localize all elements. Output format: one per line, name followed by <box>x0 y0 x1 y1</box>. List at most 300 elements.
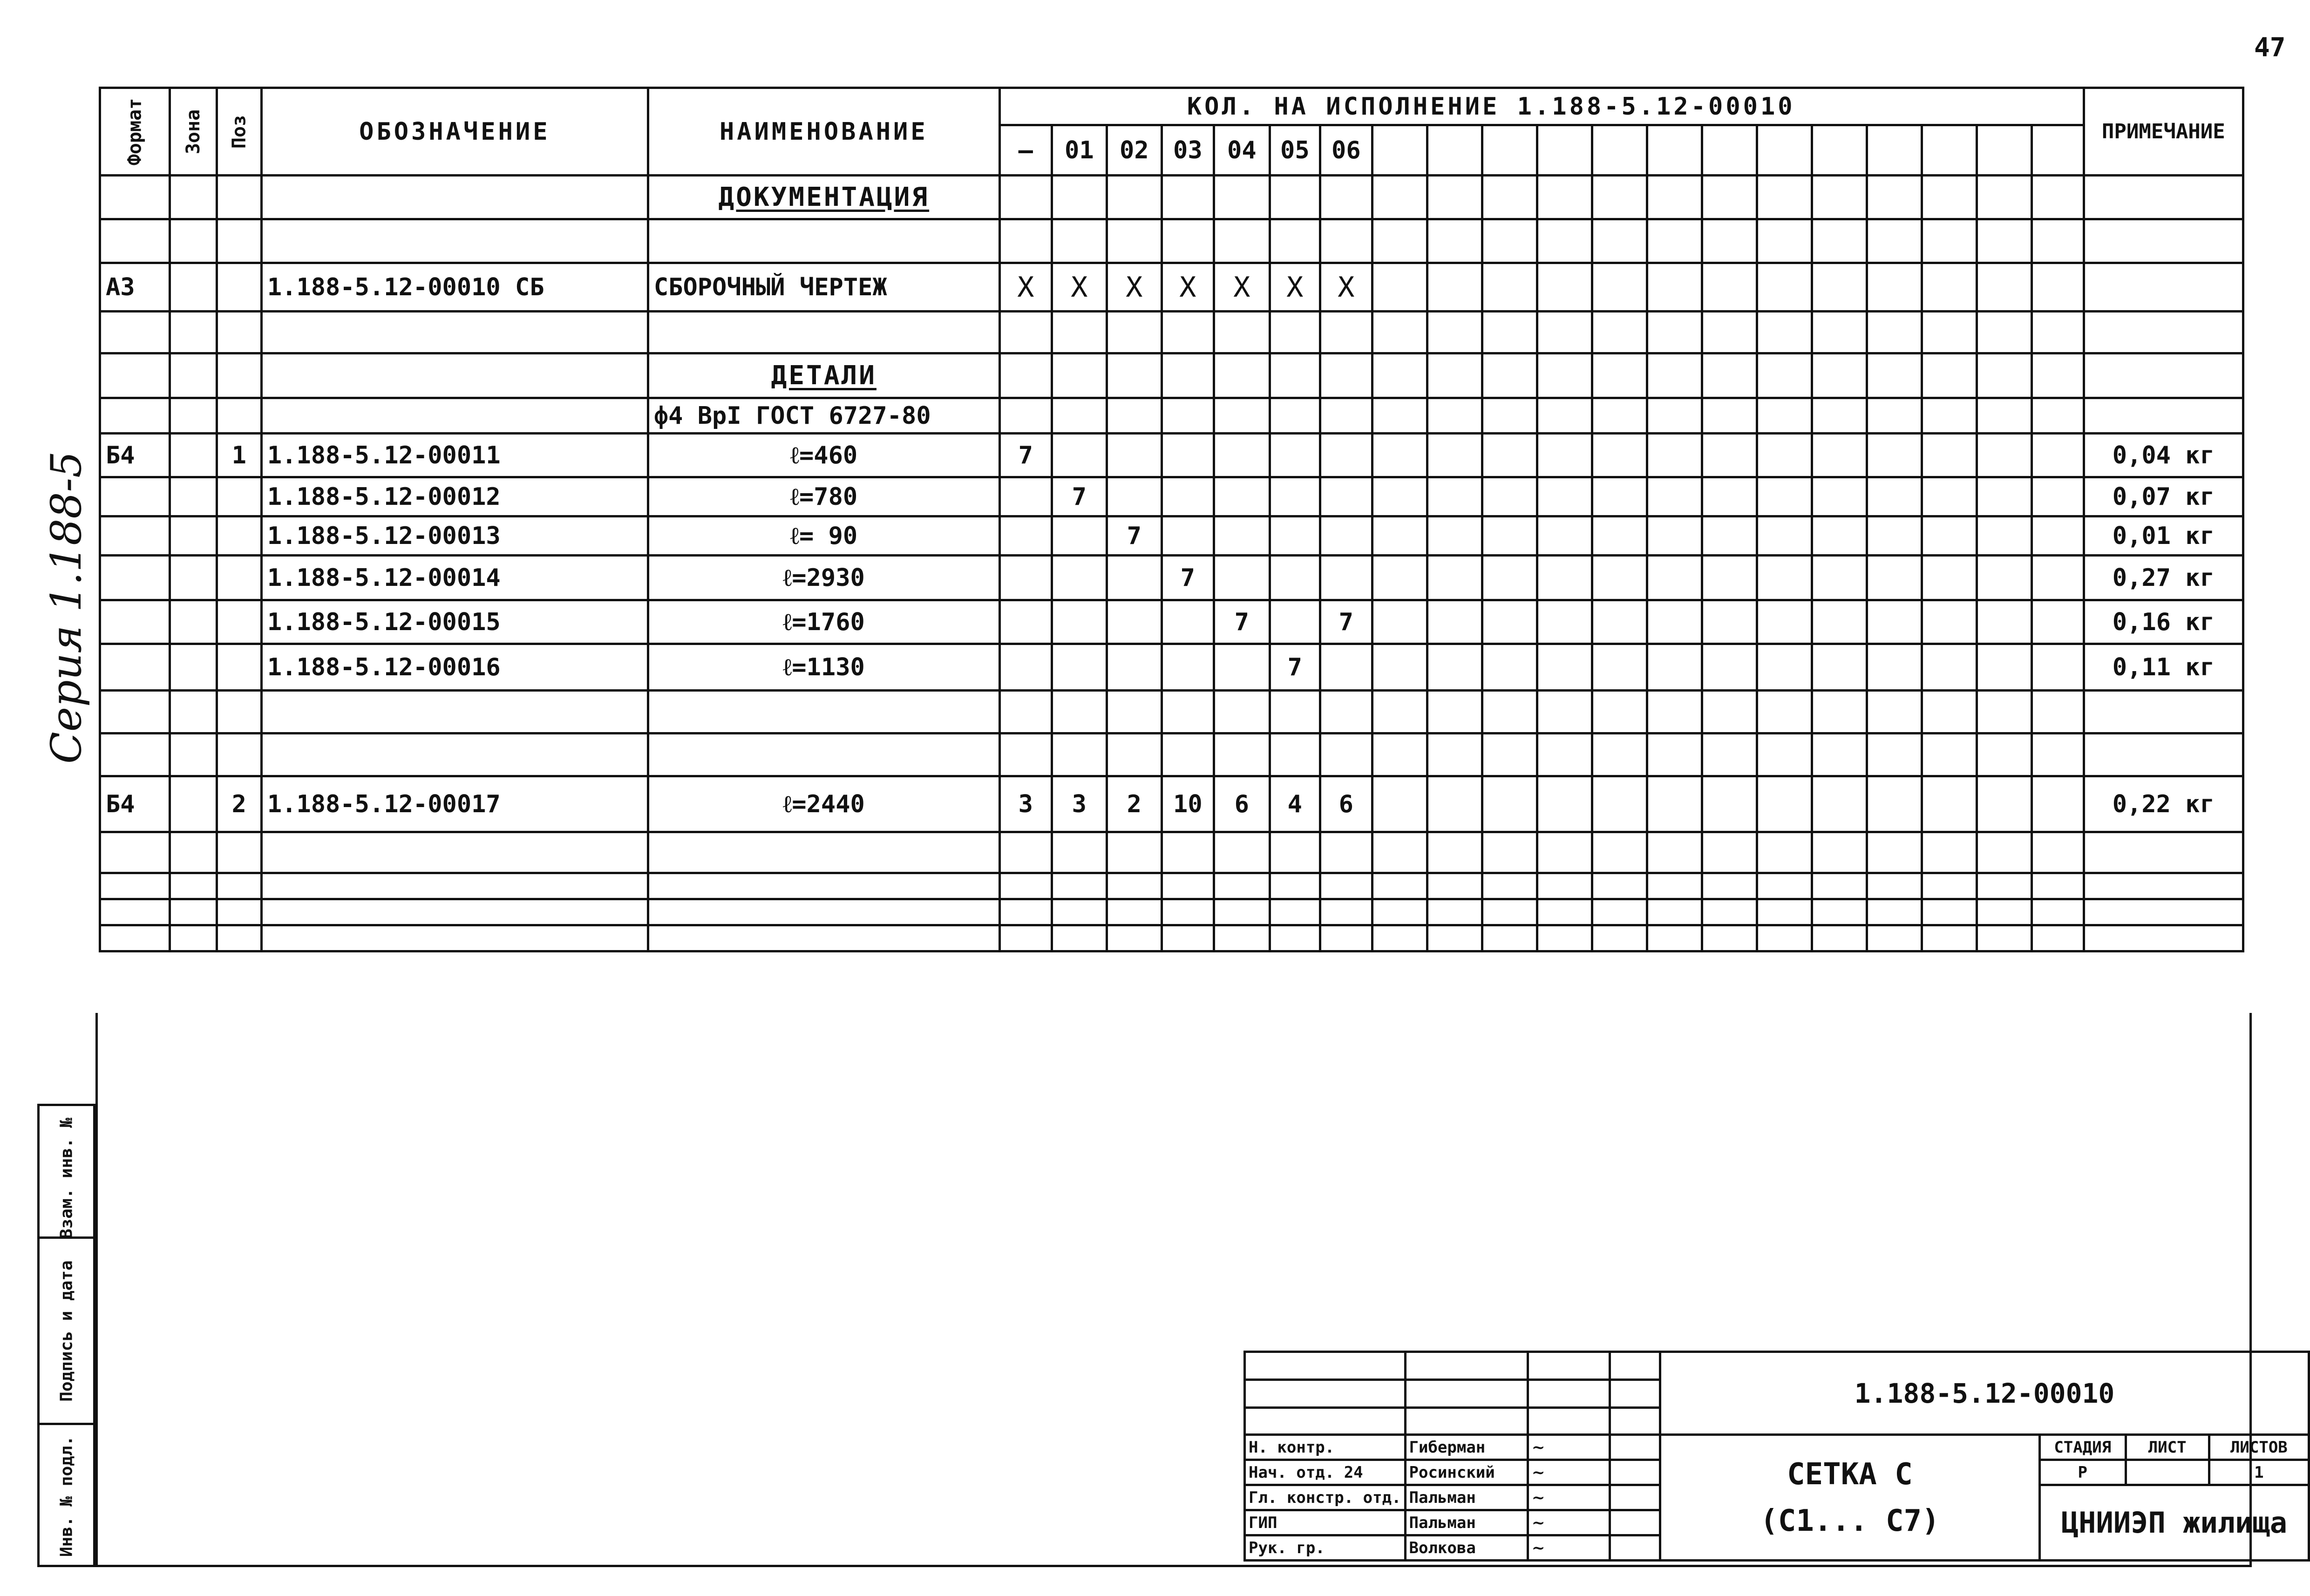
cell-qty-blank <box>1427 353 1482 398</box>
variant-header-0: – <box>999 125 1052 176</box>
cell-qty-5 <box>1270 899 1320 925</box>
cell-designation <box>261 925 648 951</box>
cell-format <box>100 873 170 899</box>
cell-qty-3 <box>1162 733 1214 776</box>
cell-format: Б4 <box>100 776 170 832</box>
cell-qty-blank <box>2031 176 2084 219</box>
cell-qty-6 <box>1320 398 1372 434</box>
variant-header-blank <box>1922 125 1977 176</box>
cell-designation <box>261 219 648 263</box>
table-row <box>100 644 2243 691</box>
signature-4: ~ <box>1528 1535 1610 1561</box>
cell-qty-0 <box>999 556 1052 600</box>
cell-qty-blank <box>1592 516 1647 556</box>
cell-qty-blank <box>1702 873 1757 899</box>
cell-designation: 1.188-5.12-00014 <box>261 556 648 600</box>
cell-format <box>100 219 170 263</box>
cell-qty-0 <box>999 353 1052 398</box>
variant-header-5: 05 <box>1270 125 1320 176</box>
cell-qty-blank <box>1372 899 1427 925</box>
cell-qty-blank <box>1427 312 1482 353</box>
cell-qty-blank <box>1922 899 1977 925</box>
cell-qty-blank <box>1702 776 1757 832</box>
cell-qty-1 <box>1052 925 1107 951</box>
cell-qty-3 <box>1162 516 1214 556</box>
cell-zone <box>170 219 217 263</box>
section-heading: ДЕТАЛИ <box>771 360 876 391</box>
sign-role-4: Рук. гр. <box>1245 1535 1406 1561</box>
variant-header-blank <box>1867 125 1922 176</box>
cell-qty-blank <box>1977 873 2031 899</box>
cell-qty-blank <box>1482 477 1537 516</box>
header-format: Формат <box>100 88 170 176</box>
cell-format: А3 <box>100 263 170 312</box>
cell-note <box>2084 312 2243 353</box>
cell-qty-blank <box>1482 873 1537 899</box>
cell-qty-blank <box>1812 873 1867 899</box>
cell-qty-2 <box>1107 353 1162 398</box>
cell-qty-blank <box>1482 832 1537 873</box>
cell-qty-blank <box>1702 644 1757 691</box>
cell-qty-6 <box>1320 925 1372 951</box>
cell-qty-blank <box>1977 312 2031 353</box>
cell-qty-blank <box>1427 176 1482 219</box>
cell-qty-blank <box>1757 353 1812 398</box>
cell-qty-blank <box>1647 263 1702 312</box>
cell-qty-blank <box>1372 312 1427 353</box>
cell-qty-blank <box>1537 477 1592 516</box>
table-row <box>100 873 2243 899</box>
cell-qty-blank <box>1537 733 1592 776</box>
cell-qty-blank <box>1647 434 1702 477</box>
cell-note: 0,11 кг <box>2084 644 2243 691</box>
header-qty-title: КОЛ. НА ИСПОЛНЕНИЕ 1.188-5.12-00010 <box>999 88 2084 125</box>
cell-qty-blank <box>1922 398 1977 434</box>
cell-pos <box>217 691 261 733</box>
cell-qty-blank <box>1372 925 1427 951</box>
cell-pos <box>217 176 261 219</box>
cell-note: 0,27 кг <box>2084 556 2243 600</box>
cell-qty-blank <box>1812 219 1867 263</box>
cell-qty-blank <box>1702 832 1757 873</box>
title-block <box>1243 1351 2310 1562</box>
cell-qty-blank <box>1922 312 1977 353</box>
cell-pos: 2 <box>217 776 261 832</box>
cell-qty-1 <box>1052 873 1107 899</box>
cell-qty-blank <box>1372 434 1427 477</box>
cell-qty-blank <box>1537 219 1592 263</box>
stage-label: СТАДИЯ <box>2039 1435 2126 1460</box>
cell-designation: 1.188-5.12-00011 <box>261 434 648 477</box>
signature-3: ~ <box>1528 1510 1610 1535</box>
cell-qty-blank <box>1867 832 1922 873</box>
cell-zone <box>170 832 217 873</box>
cell-qty-blank <box>1757 776 1812 832</box>
cell-qty-6: 6 <box>1320 776 1372 832</box>
cell-qty-blank <box>1922 219 1977 263</box>
document-code: 1.188-5.12-00010 <box>1660 1352 2309 1435</box>
cell-qty-blank <box>1702 600 1757 644</box>
cell-note <box>2084 873 2243 899</box>
cell-designation <box>261 733 648 776</box>
cell-qty-blank <box>1977 434 2031 477</box>
cell-qty-blank <box>1647 398 1702 434</box>
cell-qty-blank <box>1867 312 1922 353</box>
cell-qty-0: X <box>999 263 1052 312</box>
cell-qty-5 <box>1270 353 1320 398</box>
variant-header-3: 03 <box>1162 125 1214 176</box>
cell-qty-blank <box>1867 600 1922 644</box>
cell-qty-2: X <box>1107 263 1162 312</box>
sheet-number: 47 <box>2254 33 2286 63</box>
header-zone: Зона <box>170 88 217 176</box>
cell-qty-blank <box>1482 776 1537 832</box>
cell-qty-0 <box>999 925 1052 951</box>
sign-role-2: Гл. констр. отд. <box>1245 1485 1406 1510</box>
cell-qty-blank <box>1592 644 1647 691</box>
cell-qty-blank <box>1702 434 1757 477</box>
cell-qty-blank <box>1867 873 1922 899</box>
sign-role-3: ГИП <box>1245 1510 1406 1535</box>
cell-qty-blank <box>1922 776 1977 832</box>
cell-note <box>2084 925 2243 951</box>
cell-qty-4 <box>1214 219 1270 263</box>
cell-pos <box>217 477 261 516</box>
cell-zone <box>170 691 217 733</box>
variant-header-1: 01 <box>1052 125 1107 176</box>
cell-qty-blank <box>1592 556 1647 600</box>
cell-qty-blank <box>1867 176 1922 219</box>
cell-qty-blank <box>1537 398 1592 434</box>
sign-role-0: Н. контр. <box>1245 1435 1406 1460</box>
cell-designation: 1.188-5.12-00010 СБ <box>261 263 648 312</box>
cell-qty-5 <box>1270 312 1320 353</box>
cell-qty-6 <box>1320 832 1372 873</box>
drawing-title <box>1660 1435 2039 1561</box>
cell-qty-blank <box>1812 434 1867 477</box>
cell-qty-5 <box>1270 873 1320 899</box>
cell-qty-blank <box>1977 644 2031 691</box>
cell-qty-blank <box>1812 477 1867 516</box>
cell-pos <box>217 600 261 644</box>
cell-designation: 1.188-5.12-00017 <box>261 776 648 832</box>
cell-qty-blank <box>1592 832 1647 873</box>
cell-qty-2 <box>1107 691 1162 733</box>
cell-qty-3 <box>1162 176 1214 219</box>
cell-qty-blank <box>1427 776 1482 832</box>
table-row <box>100 477 2243 516</box>
cell-qty-1 <box>1052 644 1107 691</box>
cell-qty-blank <box>2031 477 2084 516</box>
cell-qty-4 <box>1214 516 1270 556</box>
cell-qty-blank <box>1427 832 1482 873</box>
cell-qty-blank <box>2031 691 2084 733</box>
cell-format <box>100 516 170 556</box>
cell-qty-4 <box>1214 556 1270 600</box>
cell-qty-blank <box>1592 176 1647 219</box>
cell-qty-6 <box>1320 873 1372 899</box>
cell-qty-blank <box>2031 312 2084 353</box>
table-row <box>100 353 2243 398</box>
cell-qty-4 <box>1214 873 1270 899</box>
cell-qty-1 <box>1052 899 1107 925</box>
cell-qty-0: 7 <box>999 434 1052 477</box>
cell-pos <box>217 312 261 353</box>
specification-body <box>100 176 2243 951</box>
cell-name <box>648 691 999 733</box>
cell-qty-blank <box>1757 398 1812 434</box>
cell-qty-blank <box>1867 263 1922 312</box>
cell-format <box>100 832 170 873</box>
cell-qty-6 <box>1320 434 1372 477</box>
cell-qty-3 <box>1162 832 1214 873</box>
cell-qty-blank <box>2031 925 2084 951</box>
cell-note <box>2084 353 2243 398</box>
cell-qty-blank <box>1482 691 1537 733</box>
cell-qty-0 <box>999 176 1052 219</box>
cell-qty-blank <box>1427 434 1482 477</box>
cell-qty-blank <box>1482 434 1537 477</box>
cell-designation: 1.188-5.12-00013 <box>261 516 648 556</box>
table-row <box>100 832 2243 873</box>
cell-qty-4: 7 <box>1214 600 1270 644</box>
cell-qty-blank <box>1977 776 2031 832</box>
cell-qty-5: X <box>1270 263 1320 312</box>
cell-qty-blank <box>1757 477 1812 516</box>
cell-note: 0,04 кг <box>2084 434 2243 477</box>
cell-qty-blank <box>1922 263 1977 312</box>
cell-qty-blank <box>1372 832 1427 873</box>
cell-qty-blank <box>1757 644 1812 691</box>
cell-qty-5 <box>1270 600 1320 644</box>
cell-name <box>648 353 999 398</box>
cell-qty-blank <box>1812 832 1867 873</box>
cell-name: СБОРОЧНЫЙ ЧЕРТЕЖ <box>648 263 999 312</box>
cell-note <box>2084 691 2243 733</box>
cell-qty-blank <box>2031 263 2084 312</box>
cell-format <box>100 353 170 398</box>
cell-qty-blank <box>1757 176 1812 219</box>
cell-qty-blank <box>1537 925 1592 951</box>
cell-qty-blank <box>1757 600 1812 644</box>
cell-qty-blank <box>2031 832 2084 873</box>
cell-qty-blank <box>1537 873 1592 899</box>
cell-qty-5: 4 <box>1270 776 1320 832</box>
cell-qty-blank <box>2031 873 2084 899</box>
cell-qty-blank <box>1922 691 1977 733</box>
cell-qty-blank <box>1427 398 1482 434</box>
cell-qty-3: 7 <box>1162 556 1214 600</box>
cell-qty-blank <box>1372 691 1427 733</box>
cell-designation <box>261 899 648 925</box>
cell-qty-blank <box>1592 733 1647 776</box>
cell-qty-blank <box>1977 219 2031 263</box>
cell-qty-5 <box>1270 832 1320 873</box>
cell-qty-blank <box>1427 733 1482 776</box>
cell-qty-blank <box>1757 263 1812 312</box>
cell-pos <box>217 873 261 899</box>
cell-qty-4 <box>1214 733 1270 776</box>
cell-qty-2 <box>1107 925 1162 951</box>
variant-header-blank <box>1812 125 1867 176</box>
cell-zone <box>170 776 217 832</box>
table-row <box>100 691 2243 733</box>
cell-pos <box>217 832 261 873</box>
cell-pos <box>217 516 261 556</box>
cell-qty-blank <box>1427 477 1482 516</box>
cell-qty-3 <box>1162 398 1214 434</box>
cell-qty-6 <box>1320 477 1372 516</box>
cell-qty-blank <box>1977 899 2031 925</box>
sheet-value <box>2126 1460 2209 1485</box>
cell-note: 0,16 кг <box>2084 600 2243 644</box>
cell-qty-blank <box>1812 733 1867 776</box>
cell-zone <box>170 353 217 398</box>
cell-qty-1 <box>1052 434 1107 477</box>
cell-qty-blank <box>1757 733 1812 776</box>
cell-qty-blank <box>1812 600 1867 644</box>
table-row <box>100 312 2243 353</box>
cell-qty-blank <box>1427 899 1482 925</box>
cell-designation <box>261 873 648 899</box>
cell-qty-3: 10 <box>1162 776 1214 832</box>
cell-name <box>648 176 999 219</box>
cell-qty-blank <box>1647 899 1702 925</box>
cell-qty-blank <box>1757 434 1812 477</box>
table-row <box>100 176 2243 219</box>
cell-qty-blank <box>1482 398 1537 434</box>
cell-zone <box>170 556 217 600</box>
cell-qty-0 <box>999 312 1052 353</box>
cell-designation <box>261 312 648 353</box>
cell-qty-1 <box>1052 176 1107 219</box>
cell-qty-blank <box>2031 219 2084 263</box>
cell-note <box>2084 733 2243 776</box>
cell-designation <box>261 176 648 219</box>
cell-qty-blank <box>1867 556 1922 600</box>
cell-qty-1 <box>1052 398 1107 434</box>
cell-qty-3 <box>1162 434 1214 477</box>
cell-qty-3 <box>1162 873 1214 899</box>
variant-header-blank <box>1482 125 1537 176</box>
cell-qty-blank <box>1592 925 1647 951</box>
cell-qty-blank <box>1702 925 1757 951</box>
cell-zone <box>170 899 217 925</box>
cell-qty-blank <box>1977 176 2031 219</box>
cell-qty-blank <box>1922 873 1977 899</box>
cell-qty-blank <box>1427 516 1482 556</box>
cell-qty-blank <box>1702 556 1757 600</box>
cell-qty-blank <box>1757 832 1812 873</box>
cell-qty-1: X <box>1052 263 1107 312</box>
cell-qty-3 <box>1162 899 1214 925</box>
table-row <box>100 556 2243 600</box>
cell-format <box>100 899 170 925</box>
header-note: ПРИМЕЧАНИЕ <box>2084 88 2243 176</box>
cell-qty-blank <box>1482 219 1537 263</box>
cell-zone <box>170 733 217 776</box>
cell-zone <box>170 312 217 353</box>
cell-qty-4 <box>1214 899 1270 925</box>
cell-qty-blank <box>1647 832 1702 873</box>
cell-qty-blank <box>1427 691 1482 733</box>
cell-pos <box>217 353 261 398</box>
cell-designation <box>261 398 648 434</box>
cell-format <box>100 600 170 644</box>
cell-qty-blank <box>1647 691 1702 733</box>
cell-designation <box>261 353 648 398</box>
cell-qty-blank <box>1702 176 1757 219</box>
cell-qty-blank <box>1867 691 1922 733</box>
cell-qty-0 <box>999 691 1052 733</box>
cell-name <box>648 899 999 925</box>
cell-qty-6 <box>1320 353 1372 398</box>
table-row <box>100 516 2243 556</box>
cell-qty-2 <box>1107 556 1162 600</box>
cell-qty-6: 7 <box>1320 600 1372 644</box>
cell-qty-blank <box>1647 516 1702 556</box>
cell-qty-6 <box>1320 644 1372 691</box>
cell-qty-blank <box>1867 516 1922 556</box>
cell-qty-blank <box>1702 691 1757 733</box>
variant-header-blank <box>1372 125 1427 176</box>
cell-format: Б4 <box>100 434 170 477</box>
cell-qty-1 <box>1052 312 1107 353</box>
cell-qty-0 <box>999 644 1052 691</box>
cell-name: ℓ=2930 <box>648 556 999 600</box>
cell-note <box>2084 398 2243 434</box>
cell-qty-blank <box>1977 925 2031 951</box>
drawing-title-line1: СЕТКА С <box>1787 1457 1913 1492</box>
cell-qty-2: 2 <box>1107 776 1162 832</box>
cell-qty-0 <box>999 477 1052 516</box>
cell-qty-blank <box>1922 434 1977 477</box>
cell-qty-3: X <box>1162 263 1214 312</box>
cell-qty-blank <box>1757 899 1812 925</box>
cell-qty-blank <box>1482 263 1537 312</box>
cell-qty-5 <box>1270 733 1320 776</box>
cell-qty-blank <box>1867 733 1922 776</box>
margin-stamp <box>37 1104 95 1567</box>
cell-qty-blank <box>1537 644 1592 691</box>
stage-value: Р <box>2039 1460 2126 1485</box>
cell-qty-3 <box>1162 477 1214 516</box>
cell-qty-blank <box>1537 776 1592 832</box>
cell-qty-blank <box>1537 176 1592 219</box>
cell-qty-blank <box>1592 312 1647 353</box>
cell-qty-3 <box>1162 925 1214 951</box>
cell-qty-0 <box>999 219 1052 263</box>
cell-zone <box>170 644 217 691</box>
cell-qty-1: 7 <box>1052 477 1107 516</box>
cell-qty-6 <box>1320 219 1372 263</box>
cell-qty-blank <box>2031 600 2084 644</box>
cell-name <box>648 925 999 951</box>
cell-qty-5 <box>1270 925 1320 951</box>
cell-qty-blank <box>1482 733 1537 776</box>
cell-name: ℓ=1760 <box>648 600 999 644</box>
cell-pos <box>217 899 261 925</box>
cell-qty-blank <box>1867 398 1922 434</box>
cell-qty-blank <box>1812 176 1867 219</box>
cell-qty-blank <box>1812 263 1867 312</box>
cell-qty-6 <box>1320 312 1372 353</box>
cell-name: ℓ= 90 <box>648 516 999 556</box>
cell-qty-blank <box>1427 873 1482 899</box>
cell-pos <box>217 644 261 691</box>
cell-qty-blank <box>1482 600 1537 644</box>
cell-qty-blank <box>1372 176 1427 219</box>
